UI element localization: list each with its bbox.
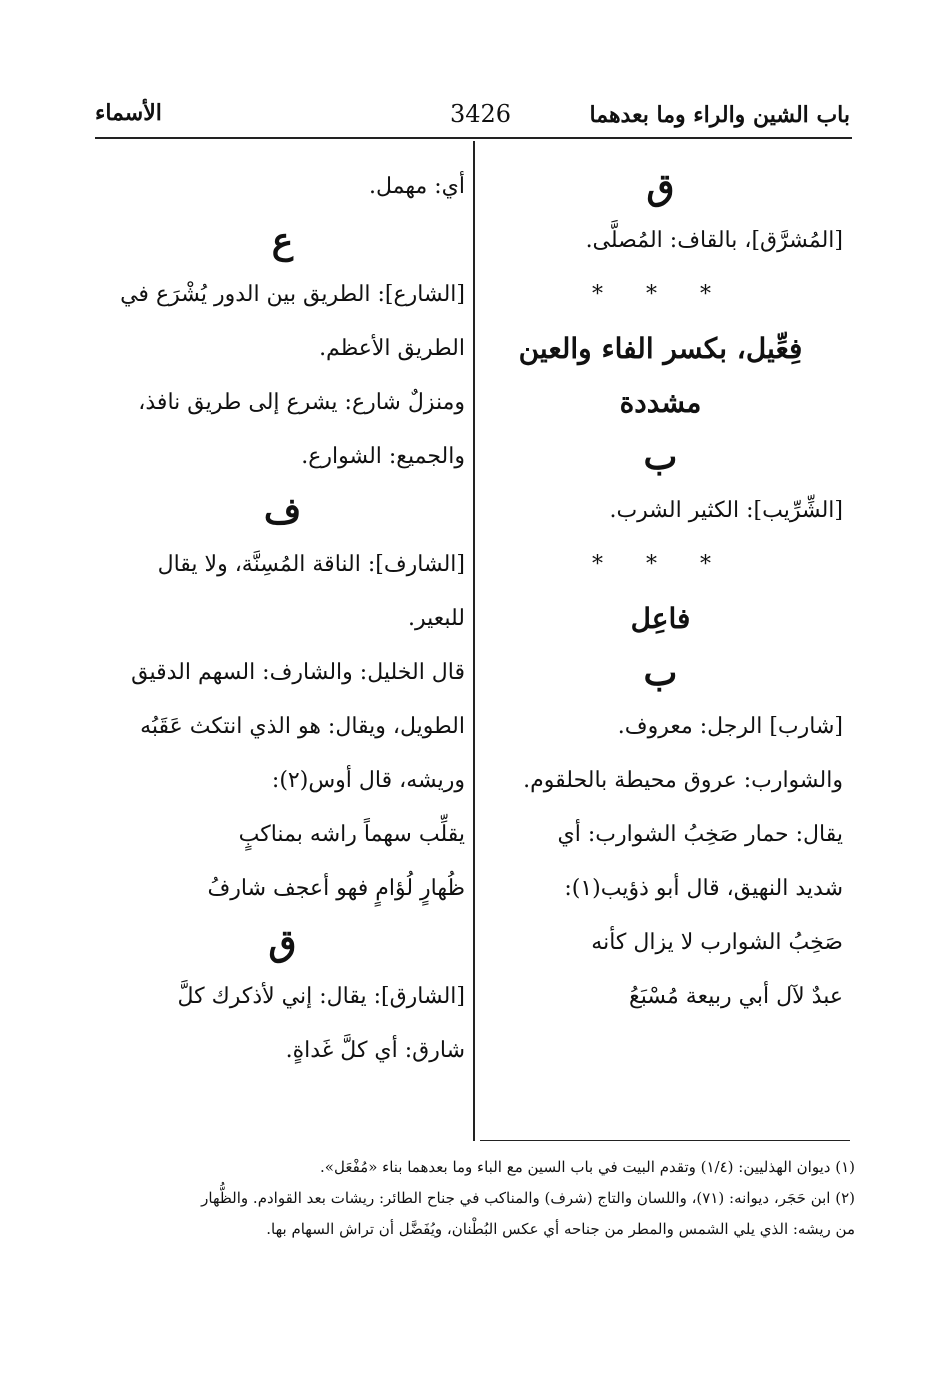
verse-line: صَخِبُ الشوارب لا يزال كأنه [591,930,843,955]
entry-text: شديد النهيق، قال أبو ذؤيب(١): [564,876,843,901]
entry-text: الطويل، ويقال: هو الذي انتكث عَقَبُه [140,714,465,739]
entry-text: يقال: حمار صَخِبُ الشوارب: أي [557,822,843,847]
entry-text: للبعير. [407,606,465,631]
letter-heading: ف [263,490,302,532]
verse-line: ظُهارٍ لُؤامٍ فهو أعجف شارفُ [207,876,465,901]
entry-sharib: [شارب] الرجل: معروف. [617,714,843,739]
letter-heading: ق [268,922,297,964]
entry-text: وريشه، قال أوس(٢): [271,768,465,793]
left-column [100,160,465,1078]
category-heading: الأسماء [95,100,162,126]
entry-shariq: [الشارق]: يقال: إني لأذكرك كلَّ [177,984,465,1009]
footnote-1: (١) ديوان الهذليين: (١/٤) وتقدم البيت في باب السين مع الباء وما بعدهما بناء «مُفْعَل». [320,1158,855,1176]
section-title: فِعِّيل، بكسر الفاء والعين مشددة [518,332,803,419]
footnote-rule [480,1140,850,1141]
section-title: فاعِل [630,602,691,635]
section-heading: باب الشين والراء وما بعدهما [589,102,850,128]
footnote-2: (٢) ابن حَجَر، ديوانه: (٧١)، واللسان والتاج (شرف) والمناكب في جناح الطائر: ريشات بعد القوادم. والظُّهار [201,1189,855,1207]
entry-sharif: [الشارف]: الناقة المُسِنَّة، ولا يقال [157,552,465,577]
entry-text: والجميع: الشوارع. [301,444,465,469]
section-separator: * * * [592,552,729,577]
footnote-2-continued: من ريشه: الذي يلي الشمس والمطر من جناحه أي عكس البُطْنان، ويُفَضَّل أن تراش السهام بها. [266,1220,855,1238]
entry-text: ومنزلٌ شارع: يشرع إلى طريق نافذ، [138,390,465,415]
entry-text: أي: مهمل. [368,174,465,199]
entry-mushraq: [المُشرَّق]، بالقاف: المُصلَّى. [585,228,843,253]
letter-heading: ع [271,220,294,262]
entry-shirrib: [الشِّرِّيب]: الكثير الشرب. [609,498,843,523]
section-separator: * * * [592,282,729,307]
letter-heading: ق [646,166,675,208]
header-rule [95,137,852,139]
column-divider [473,141,475,1141]
entry-text: شارق: أي كلَّ غَداةٍ. [285,1038,465,1063]
page-header [95,90,850,132]
footnotes [120,1152,855,1245]
verse-line: عبدٌ لآل أبي ربيعة مُسْبَعُ [629,984,843,1009]
letter-heading: ب [643,652,678,694]
entry-shari: [الشارع]: الطريق بين الدور يُشْرَع في [120,282,465,307]
page-number: 3426 [450,100,512,128]
entry-shawarib: والشوارب: عروق محيطة بالحلقوم. [523,768,843,793]
entry-text: الطريق الأعظم. [319,336,465,361]
letter-heading: ب [643,436,678,478]
entry-text: قال الخليل: والشارف: السهم الدقيق [131,660,465,685]
right-column [478,160,843,1024]
verse-line: يقلِّب سهماً راشه بمناكبٍ [238,822,465,847]
